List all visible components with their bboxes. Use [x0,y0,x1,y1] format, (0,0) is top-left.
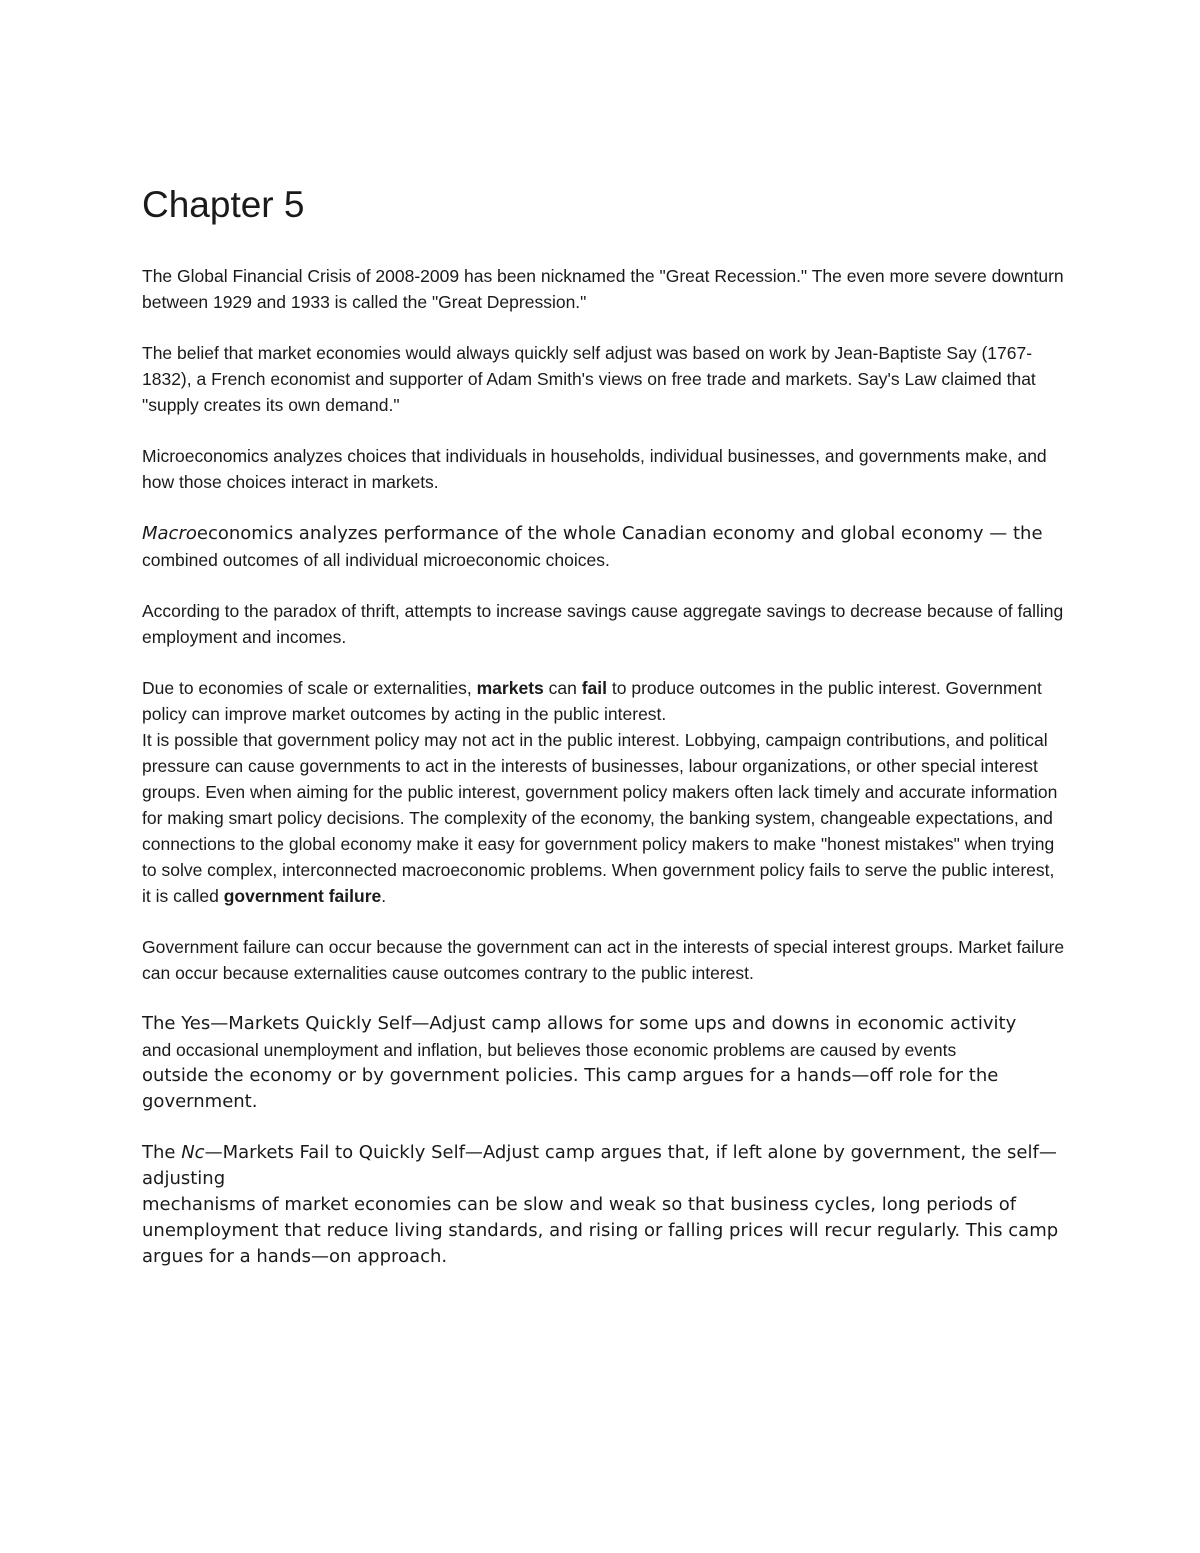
paragraph-macroeconomics [142,520,1067,573]
yes-camp-line3: outside the economy or by government policies. This camp argues for a hands—off role for the government. [142,1065,999,1112]
market-failure-text-c: to produce outcomes in the public interest. Government policy can improve market outcomes by acting in the public interest. [142,678,1042,724]
chapter-title: Chapter 5 [142,184,305,225]
paragraph-market-failure [142,675,1067,909]
no-camp-line1 [142,1140,1067,1192]
no-camp-text-b: —Markets Fail to Quickly Self—Adjust camp argues that, if left alone by government, the self—adjusting [142,1142,1057,1189]
market-failure-text-a: Due to economies of scale or externalities, [142,678,477,698]
macro-line2: combined outcomes of all individual microeconomic choices. [142,550,610,570]
government-failure-text-d: It is possible that government policy may not act in the public interest. Lobbying, campaign contributions, and political pressure can cause governments to act in the interests of businesses, labour organizations, or other special interest groups. Even when aiming for the public interest, government policy makers often lack timely and accurate information for making smart policy decisions. The complexity of the economy, the banking system, changeable expectations, and connections to the global economy make it easy for government policy makers to make "honest mistakes" when trying to solve complex, interconnected macroeconomic problems. When government policy fails to serve the public interest, it is called [142,730,1058,906]
paragraph-failure-summary: Government failure can occur because the government can act in the interests of special interest groups. Market failure can occur because externalities cause outcomes contrary to the public interest. [142,937,1065,983]
government-failure-text [142,727,1067,909]
paragraph-microeconomics: Microeconomics analyzes choices that individuals in households, individual businesses, and governments make, and how those choices interact in markets. [142,446,1047,492]
macro-rest: economics analyzes performance of the whole Canadian economy and global economy — the [196,523,1043,544]
no-camp-line2: mechanisms of market economies can be slow and weak so that business cycles, long periods of unemployment that reduce living standards, and rising or falling prices will recur regularly. This camp argues for a hands—on approach. [142,1194,1059,1267]
document-body [142,263,1067,1270]
paragraph-great-recession: The Global Financial Crisis of 2008-2009 has been nicknamed the "Great Recession." The even more severe downturn between 1929 and 1933 is called the "Great Depression." [142,266,1064,312]
government-failure-text-e: . [381,886,387,906]
market-failure-text-b: can [543,678,582,698]
bold-government-failure: government failure [223,886,382,906]
no-camp-text-a: The [142,1142,182,1163]
yes-camp-line1: The Yes—Markets Quickly Self—Adjust camp allows for some ups and downs in economic activity [142,1013,1017,1034]
bold-markets: markets [476,678,544,698]
bold-fail: fail [581,678,608,698]
paragraph-says-law: The belief that market economies would always quickly self adjust was based on work by Jean-Baptiste Say (1767-1832), a French economist and supporter of Adam Smith's views on free trade and markets. Say's Law claimed that "supply creates its own demand." [142,343,1036,415]
paragraph-no-camp [142,1140,1067,1270]
paragraph-paradox-of-thrift: According to the paradox of thrift, attempts to increase savings cause aggregate savings to decrease because of falling employment and incomes. [142,601,1064,647]
macro-italic: Macro [142,523,197,544]
yes-camp-line2: and occasional unemployment and inflation, but believes those economic problems are caused by events [142,1040,957,1060]
paragraph-yes-camp [142,1011,1067,1115]
no-camp-italic: Nc [181,1142,205,1163]
